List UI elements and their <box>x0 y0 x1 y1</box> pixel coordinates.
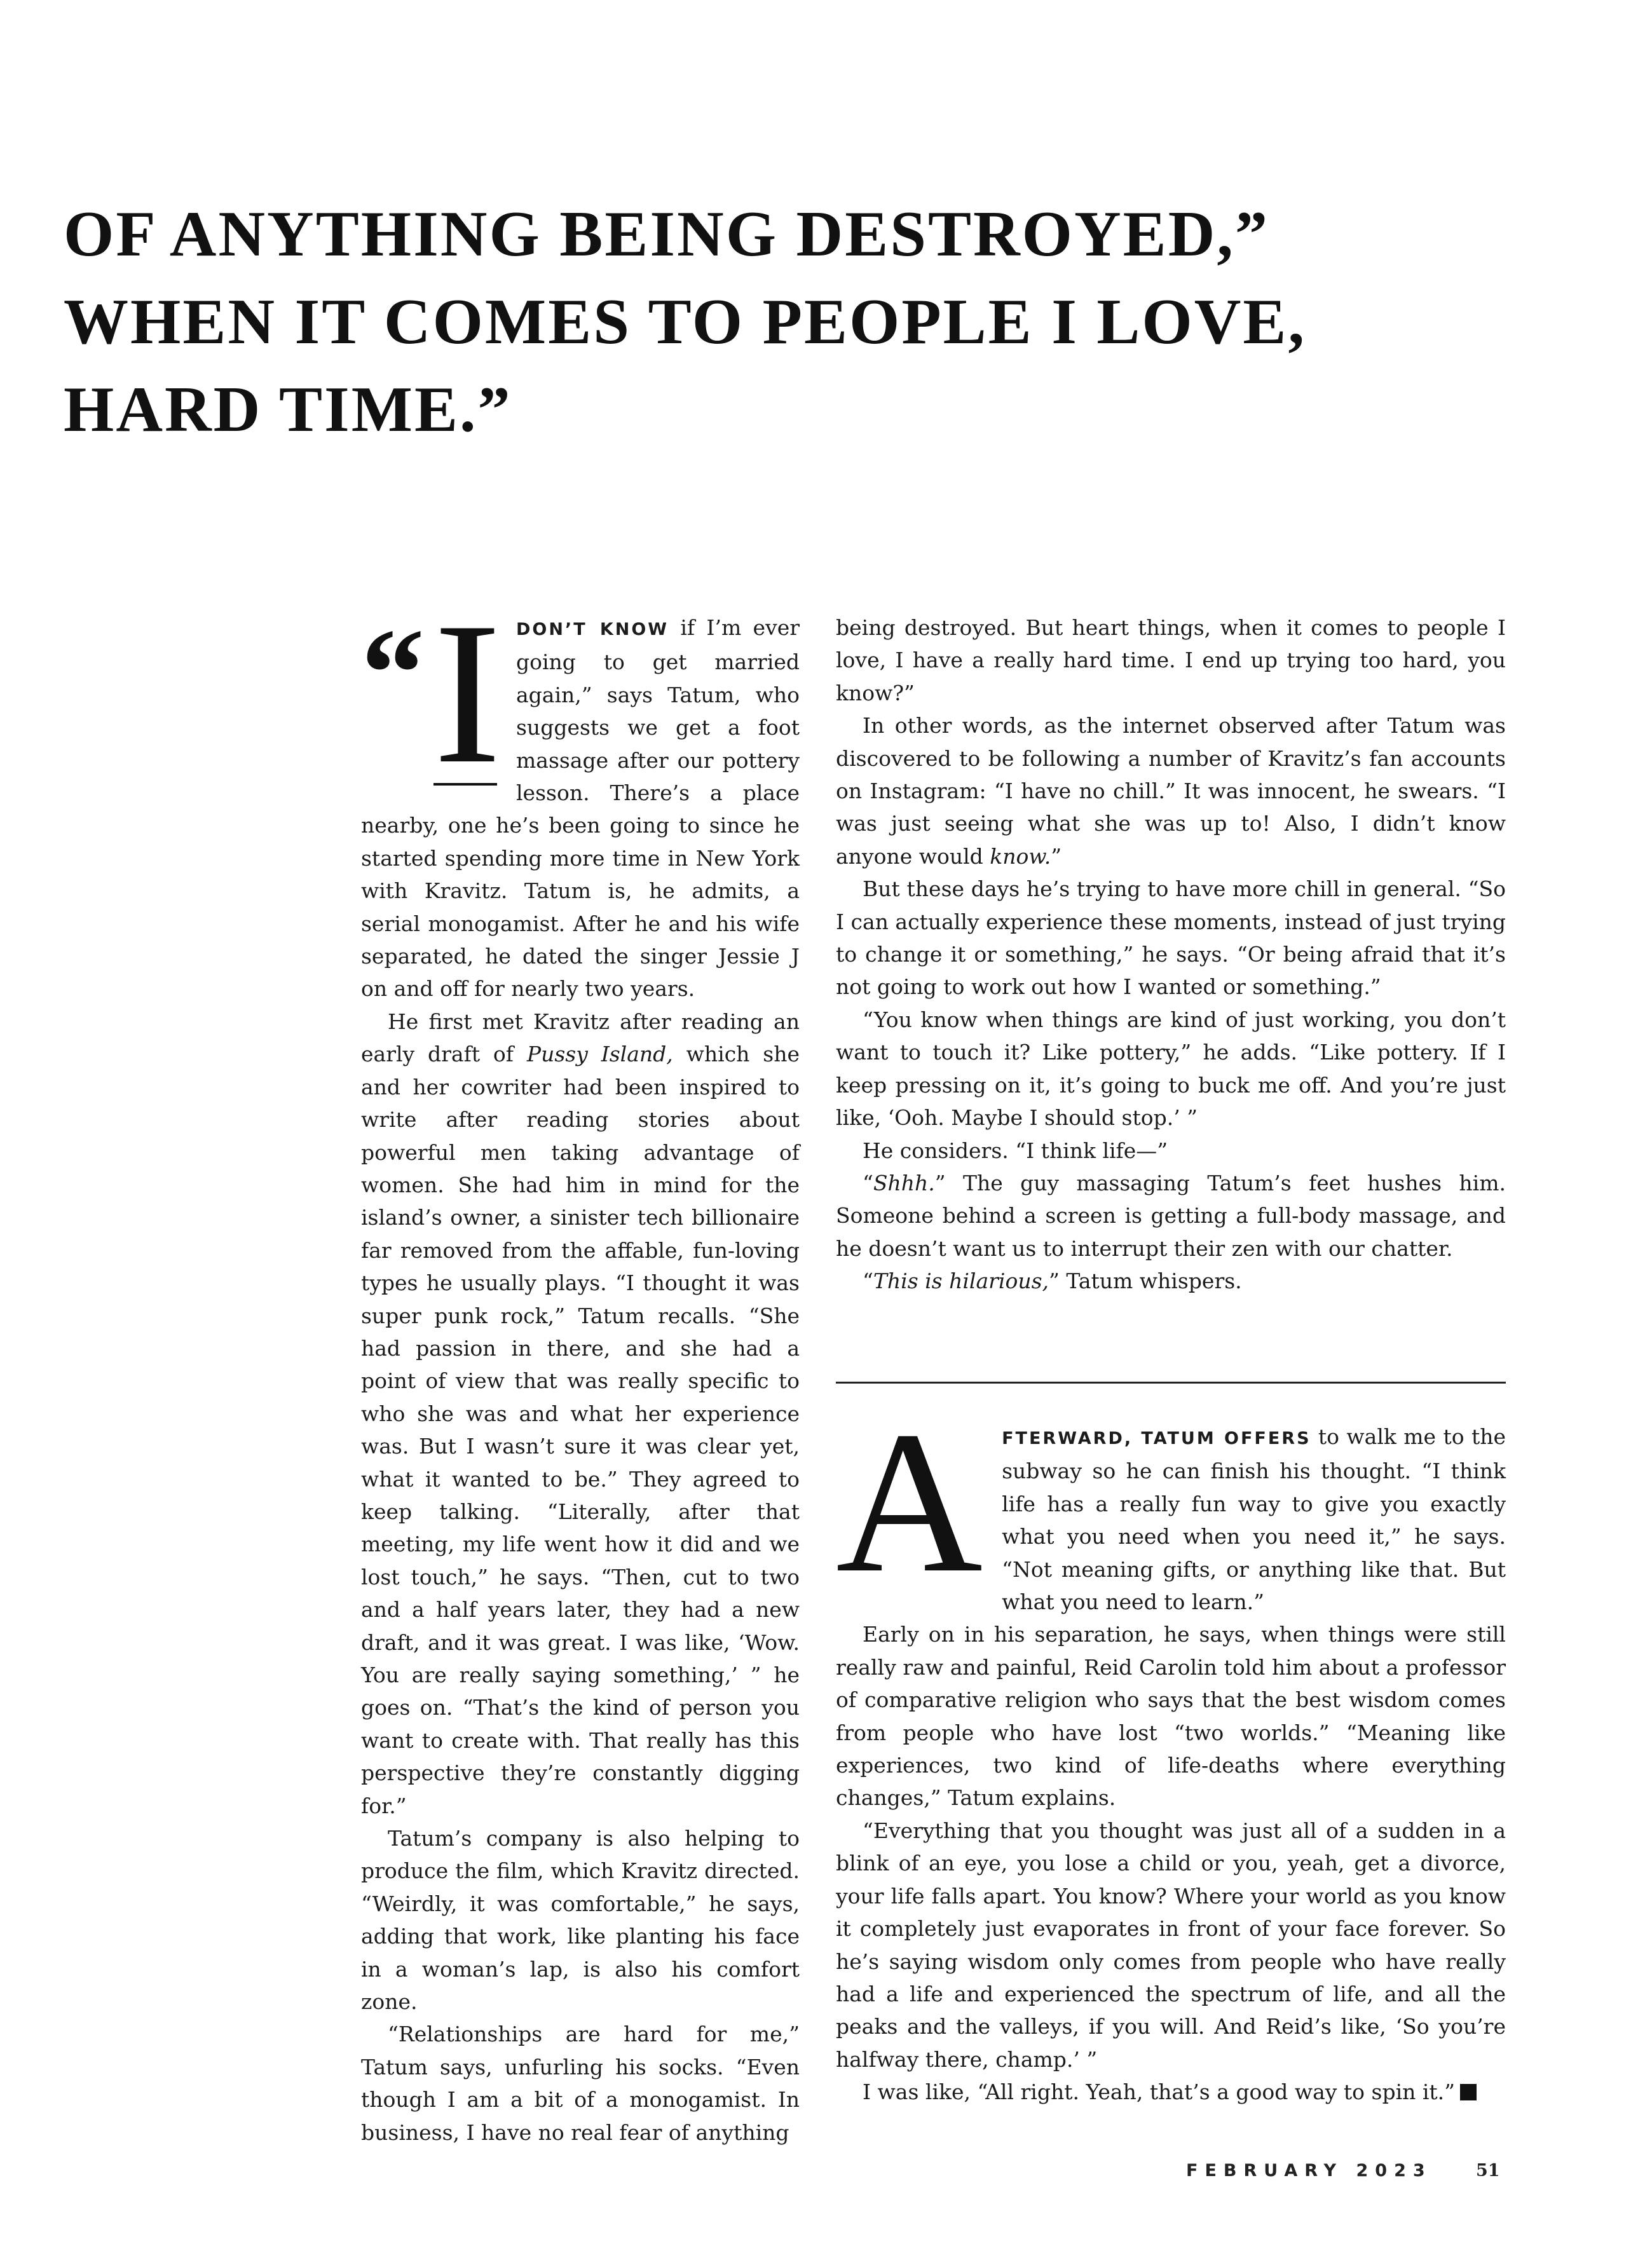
paragraph-text: to walk me to the subway so he can finish his thought. “I think life has a really fun way to give you exactly what you need when you need it,” he says. “Not meaning gifts, or anything like that. But what you need to learn.” <box>1002 1424 1506 1615</box>
paragraph: “Everything that you thought was just all of a sudden in a blink of an eye, you lose a child or you, yeah, get a divorce, your life falls apart. You know? Where your world as you know it completely just evaporates in front of your face forever. So he’s saying wisdom only comes from people who have really had a life and experienced the spectrum of life, and all the peaks and the valleys, if you will. And Reid’s like, ‘So you’re halfway there, champ.’ ” <box>836 1818 1506 2072</box>
paragraph-text: “ <box>863 1269 873 1294</box>
film-title: Pussy Island, <box>526 1042 673 1067</box>
headline-line: HARD TIME.” <box>64 374 512 446</box>
paragraph <box>836 709 1506 873</box>
emphasis: Shhh. <box>873 1170 935 1195</box>
article-column-right-top <box>836 611 1506 1298</box>
emphasis: know. <box>990 843 1051 869</box>
paragraph: “Relationships are hard for me,” Tatum says, unfurling his socks. “Even though I am a bit of a monogamist. In business, I have no real fear of anything <box>361 2022 800 2145</box>
paragraph-text: “ <box>863 1170 873 1195</box>
drop-cap-i: I <box>433 581 502 806</box>
paragraph <box>361 1005 800 1822</box>
headline-line: WHEN IT COMES TO PEOPLE I LOVE, <box>64 286 1306 358</box>
emphasis: This is hilarious, <box>873 1269 1049 1294</box>
article-column-left <box>361 581 800 2149</box>
paragraph <box>836 1265 1506 1297</box>
paragraph: “You know when things are kind of just working, you don’t want to touch it? Like pottery,” he adds. “Like pottery. If I keep pressing on it, it’s going to buck me off. And you’re just like, ‘Ooh. Maybe I should stop.’ ” <box>836 1007 1506 1131</box>
paragraph-text: He first met Kravitz after reading an early draft of <box>361 1009 800 1067</box>
paragraph-text: which she and her cowriter had been inspired to write after reading stories about powerful men taking advantage of women. She had him in mind for the island’s owner, a sinister tech billionaire far removed from the affable, fun-loving types he usually plays. “I thought it was super punk rock,” Tatum recalls. “She had passion in there, and she had a point of view that was really specific to who she was and what her experience was. But I wasn’t sure it was clear yet, what it wanted to be.” They agreed to keep talking. “Literally, after that meeting, my life went how it did and we lost touch,” he says. “Then, cut to two and a half years later, they had a new draft, and it was great. I was like, ‘Wow. You are really saying something,’ ” he goes on. “That’s the kind of person you want to create with. That really has this perspective they’re constantly digging for.” <box>361 1042 800 1818</box>
lead-in: DON’T KNOW <box>516 620 669 639</box>
paragraph: being destroyed. But heart things, when it comes to people I love, I have a really hard time. I end up trying too hard, you know?” <box>836 615 1506 705</box>
paragraph: Tatum’s company is also helping to produce the film, which Kravitz directed. “Weirdly, it was comfortable,” he says, adding that work, like planting his face in a woman’s lap, is also his comfort zone. <box>361 1826 800 2015</box>
pull-quote-mark: “ <box>361 603 425 744</box>
paragraph: He considers. “I think life—” <box>863 1138 1168 1163</box>
drop-cap-a: A <box>836 1390 983 1615</box>
lead-in: FTERWARD, TATUM OFFERS <box>1002 1429 1311 1448</box>
page-number: 51 <box>1476 2161 1500 2181</box>
paragraph <box>836 1167 1506 1265</box>
paragraph <box>836 2076 1506 2108</box>
paragraph-text: ” <box>1051 843 1062 869</box>
paragraph-text: ” The guy massaging Tatum’s feet hushes him. Someone behind a screen is getting a full-body massage, and he doesn’t want us to interrupt their zen with our chatter. <box>836 1170 1506 1261</box>
end-mark-icon <box>1460 2084 1477 2100</box>
article-column-right-bottom <box>836 1390 1506 2109</box>
paragraph: But these days he’s trying to have more chill in general. “So I can actually experience these moments, instead of just trying to change it or something,” he says. “Or being afraid that it’s not going to work out how I wanted or something.” <box>836 876 1506 1000</box>
paragraph-text: ” Tatum whispers. <box>1049 1269 1242 1294</box>
section-divider <box>836 1382 1506 1384</box>
paragraph-text: if I’m ever going to get married again,” says Tatum, who suggests we get a foot massage after our pottery lesson. There’s a place nearby, one he’s been going to since he started spending more time in New York with Kravitz. Tatum is, he admits, a serial monogamist. After he and his wife separated, he dated the singer Jessie J on and off for nearly two years. <box>361 615 800 1002</box>
paragraph-text: I was like, “All right. Yeah, that’s a good way to spin it.” <box>863 2079 1456 2105</box>
headline-line: OF ANYTHING BEING DESTROYED,” <box>64 198 1269 270</box>
paragraph-text: In other words, as the internet observed after Tatum was discovered to be following a number of Kravitz’s fan accounts on Instagram: “I have no chill.” It was innocent, he swears. “I was just seeing what she was up to! Also, I didn’t know anyone would <box>836 713 1506 869</box>
paragraph: Early on in his separation, he says, when things were still really raw and painful, Reid Carolin told him about a professor of comparative religion who says that the best wisdom comes from people who have lost “two worlds.” “Meaning like experiences, two kind of life-deaths where everything changes,” Tatum explains. <box>836 1622 1506 1811</box>
issue-date: FEBRUARY 2023 <box>1186 2161 1432 2181</box>
headline <box>64 191 1526 454</box>
